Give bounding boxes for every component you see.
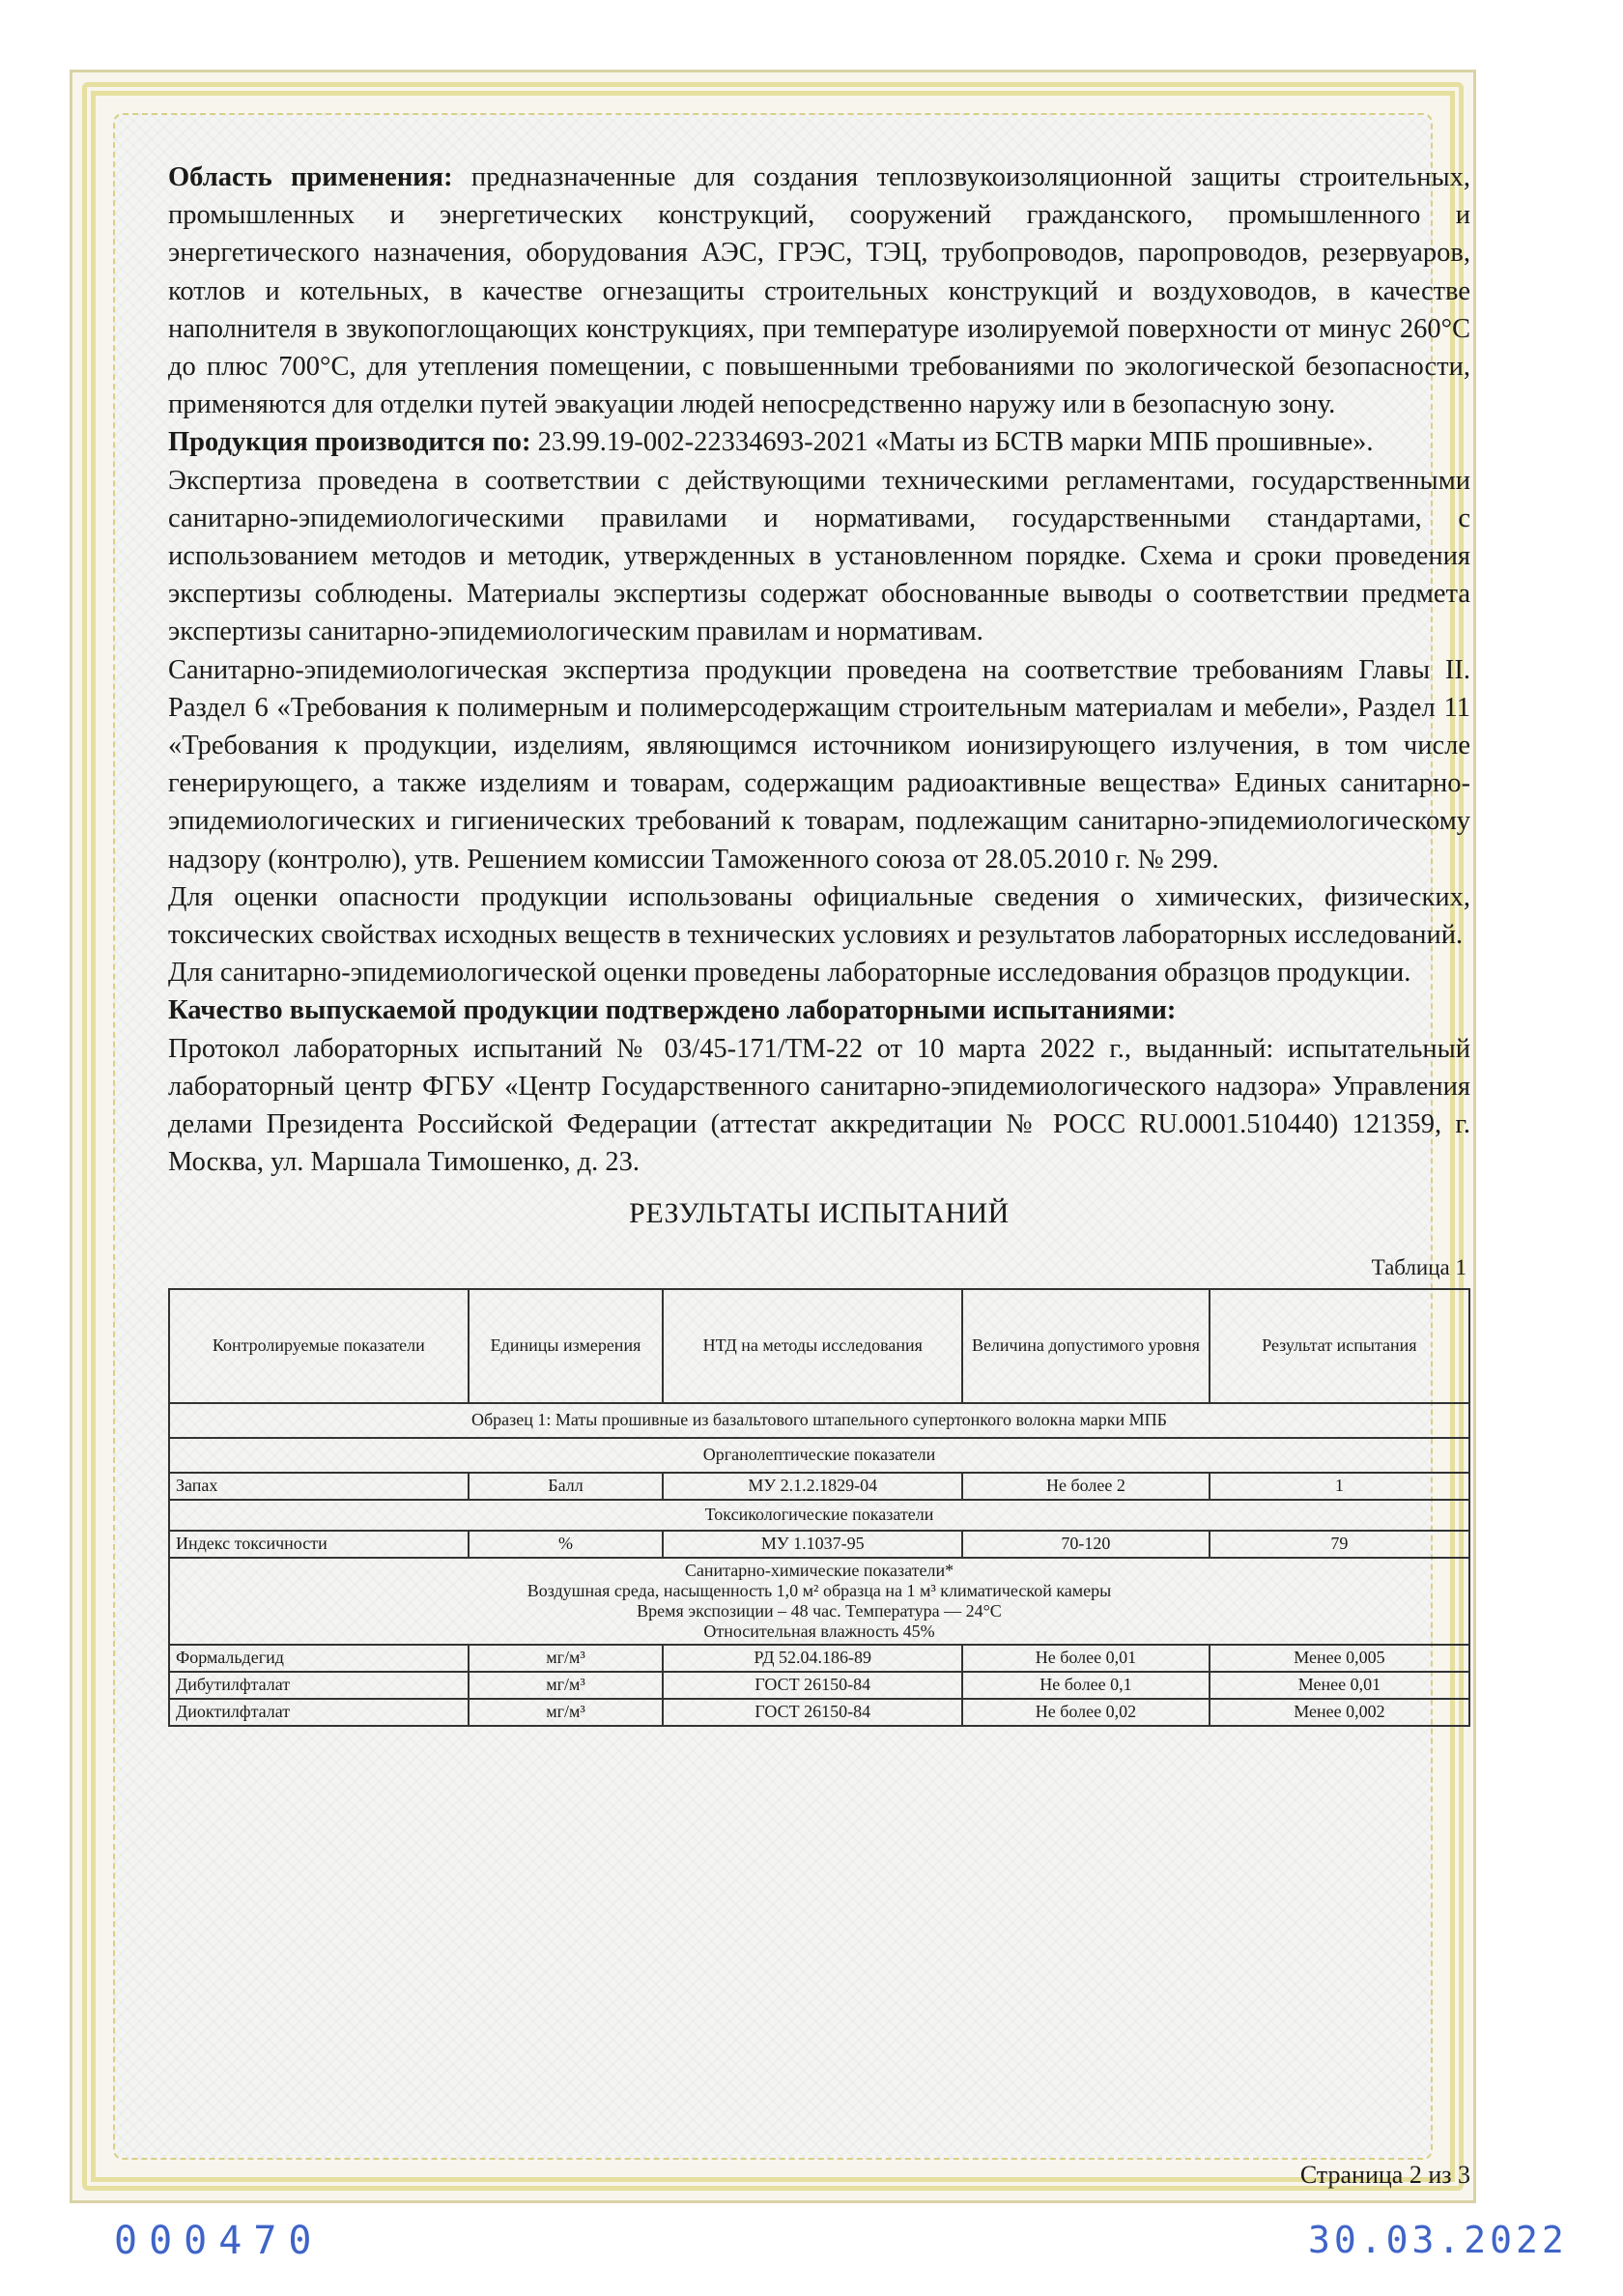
group-label: Санитарно-химические показатели* <box>684 1560 954 1580</box>
cell-indicator: Диоктилфталат <box>169 1699 469 1726</box>
table-row <box>169 1473 1469 1500</box>
table-header-row <box>169 1289 1469 1403</box>
condition-line: Время экспозиции – 48 час. Температура — 24°С <box>637 1600 1002 1621</box>
cell-result: Менее 0,002 <box>1210 1699 1469 1726</box>
text-production: 23.99.19-002-22334693-2021 «Маты из БСТВ марки МПБ прошивные». <box>530 427 1374 458</box>
table-row <box>169 1645 1469 1672</box>
cell-result: Менее 0,005 <box>1210 1645 1469 1672</box>
paragraph-expertise: Экспертиза проведена в соответствии с действующими техническими регламентами, государственными санитарно-эпидемиологическими правилами и нормативами, государственными стандартами, с использованием методов и методик, утвержденных в установленном порядке. Схема и сроки проведения экспертизы соблюдены. Материалы экспертизы содержат обоснованные выводы о соответствии предмета экспертизы санитарно-эпидемиологическим правилам и нормативам. <box>168 465 1470 647</box>
header-limit: Величина допустимого уровня <box>962 1289 1210 1403</box>
cell-result: Менее 0,01 <box>1210 1672 1469 1699</box>
cell-limit: Не более 2 <box>962 1473 1210 1500</box>
header-indicator: Контролируемые показатели <box>169 1289 469 1403</box>
cell-method: МУ 1.1037-95 <box>663 1531 962 1558</box>
group-chemical-conditions <box>169 1558 1469 1645</box>
group-row-chemical <box>169 1558 1469 1645</box>
cell-indicator: Формальдегид <box>169 1645 469 1672</box>
header-result: Результат испытания <box>1210 1289 1469 1403</box>
cell-indicator: Индекс токсичности <box>169 1531 469 1558</box>
paragraph-production <box>168 423 1470 461</box>
table-row <box>169 1531 1469 1558</box>
paragraph-scope <box>168 158 1470 423</box>
cell-indicator: Запах <box>169 1473 469 1500</box>
table-caption: Таблица 1 <box>1371 1254 1466 1279</box>
cell-method: ГОСТ 26150-84 <box>663 1672 962 1699</box>
paragraph-quality-heading: Качество выпускаемой продукции подтверждено лабораторными испытаниями: <box>168 995 1177 1026</box>
condition-line: Относительная влажность 45% <box>703 1621 935 1641</box>
cell-indicator: Дибутилфталат <box>169 1672 469 1699</box>
cell-units: мг/м³ <box>469 1699 664 1726</box>
paragraph-hazard-evaluation: Для оценки опасности продукции использованы официальные сведения о химических, физических, токсических свойствах исходных веществ в технических условиях и результатов лабораторных исследований. <box>168 881 1470 951</box>
results-title: РЕЗУЛЬТАТЫ ИСПЫТАНИЙ <box>629 1197 1010 1230</box>
cell-units: мг/м³ <box>469 1645 664 1672</box>
cell-limit: Не более 0,02 <box>962 1699 1210 1726</box>
text-scope: предназначенные для создания теплозвукоизоляционной защиты строительных, промышленных и энергетических конструкций, сооружений гражданского, промышленного и энергетического назначения, оборудования АЭС, ГРЭС, ТЭЦ, трубопроводов, паропроводов, резервуаров, котлов и котельных, в качестве огнезащиты строительных конструкций и воздуховодов, в качестве наполнителя в звукопоглощающих конструкциях, при температуре изолируемой поверхности от минус 260°С до плюс 700°С, для утепления помещении, с повышенными требованиями по экологической безопасности, применяются для отделки путей эвакуации людей непосредственно наружу или в безопасную зону. <box>168 162 1471 420</box>
cell-limit: Не более 0,1 <box>962 1672 1210 1699</box>
header-units: Единицы измерения <box>469 1289 664 1403</box>
paragraph-protocol: Протокол лабораторных испытаний № 03/45-171/ТМ-22 от 10 марта 2022 г., выданный: испытательный лабораторный центр ФГБУ «Центр Государственного санитарно-эпидемиологического надзора» Управления делами Президента Российской Федерации (аттестат аккредитации № РОСС RU.0001.510440) 121359, г. Москва, ул. Маршала Тимошенко, д. 23. <box>168 1033 1470 1178</box>
header-method: НТД на методы исследования <box>663 1289 962 1403</box>
condition-line: Воздушная среда, насыщенность 1,0 м² образца на 1 м³ климатической камеры <box>527 1580 1112 1600</box>
table-row <box>169 1699 1469 1726</box>
lead-production: Продукция производится по: <box>168 427 531 458</box>
cell-units: Балл <box>469 1473 664 1500</box>
lead-scope: Область применения: <box>168 162 453 192</box>
cell-units: мг/м³ <box>469 1672 664 1699</box>
paragraph-sanitary-expertise: Санитарно-эпидемиологическая экспертиза продукции проведена на соответствие требованиям Главы II. Раздел 6 «Требования к полимерным и полимерсодержащим строительным материалам и мебели», Раздел 11 «Требования к продукции, изделиям, являющимся источником ионизирующего излучения, в том числе генерирующего, а также изделиям и товарам, содержащим радиоактивные вещества» Единых санитарно-эпидемиологических и гигиенических требований к товарам, подлежащим санитарно-эпидемиологическому надзору (контролю), утв. Решением комиссии Таможенного союза от 28.05.2010 г. № 299. <box>168 654 1470 875</box>
group-label: Органолептические показатели <box>169 1438 1469 1473</box>
page-number: Страница 2 из 3 <box>1299 2161 1470 2189</box>
cell-limit: Не более 0,01 <box>962 1645 1210 1672</box>
date-stamp: 30.03.2022 <box>1308 2219 1568 2261</box>
cell-result: 79 <box>1210 1531 1469 1558</box>
results-table <box>168 1288 1470 1727</box>
cell-method: МУ 2.1.2.1829-04 <box>663 1473 962 1500</box>
document-body <box>168 158 1470 1727</box>
group-row-organoleptic <box>169 1438 1469 1473</box>
cell-limit: 70-120 <box>962 1531 1210 1558</box>
table-row <box>169 1672 1469 1699</box>
cell-result: 1 <box>1210 1473 1469 1500</box>
paragraph-lab-research: Для санитарно-эпидемиологической оценки проведены лабораторные исследования образцов продукции. <box>168 958 1411 989</box>
group-label: Токсикологические показатели <box>169 1500 1469 1531</box>
group-row-toxic <box>169 1500 1469 1531</box>
sample-row <box>169 1403 1469 1438</box>
cell-method: РД 52.04.186-89 <box>663 1645 962 1672</box>
cell-method: ГОСТ 26150-84 <box>663 1699 962 1726</box>
sample-label: Образец 1: Маты прошивные из базальтового штапельного супертонкого волокна марки МПБ <box>169 1403 1469 1438</box>
serial-number-stamp: 000470 <box>114 2219 324 2263</box>
cell-units: % <box>469 1531 664 1558</box>
